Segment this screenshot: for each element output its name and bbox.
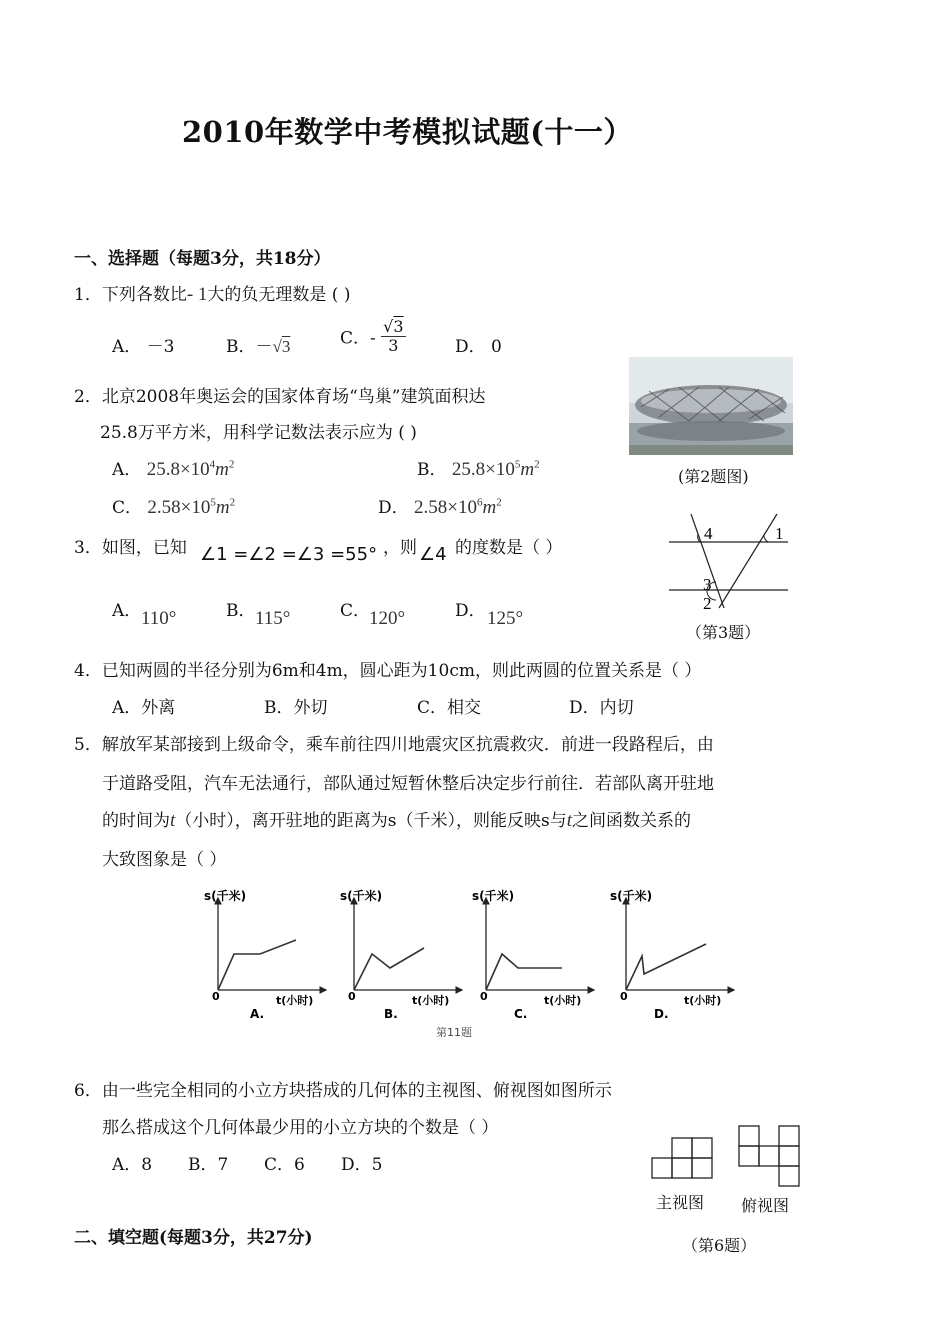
q5-variable-t: t xyxy=(170,810,176,831)
graph-a-origin: 0 xyxy=(212,990,220,1003)
question-2-line2: 25.8万平方米，用科学记数法表示应为 ( ) xyxy=(100,423,417,443)
graph-b-origin: 0 xyxy=(348,990,356,1003)
q2-option-d-value: 2.58×10 xyxy=(414,497,478,518)
graph-d xyxy=(610,888,734,1021)
angle-label-4: 4 xyxy=(704,524,713,543)
q2-option-d-unit-exponent: 2 xyxy=(496,496,502,509)
graph-a-curve xyxy=(218,940,296,990)
q2-option-a-unit: m xyxy=(215,459,229,480)
q4-option-a: A．外离 xyxy=(112,698,176,718)
q3-expression-angle4: ∠4 xyxy=(419,544,447,565)
q6-option-a: A．8 xyxy=(112,1155,153,1175)
q2-option-b-unit-exponent: 2 xyxy=(534,458,540,471)
q3-figure-caption: （第3题） xyxy=(686,623,761,642)
q2-option-a-label: A． xyxy=(112,460,142,480)
q2-option-d xyxy=(378,493,502,519)
angle-label-2: 2 xyxy=(703,594,712,613)
q1-option-b: B．－√3 xyxy=(226,337,291,357)
q2-figure-caption: (第2题图) xyxy=(678,467,749,486)
q2-option-c-value: 2.58×10 xyxy=(147,497,211,518)
graph-b-curve xyxy=(354,948,424,990)
q2-option-c xyxy=(112,493,235,519)
q6-figure-caption: （第6题） xyxy=(682,1236,757,1255)
q4-option-c: C．相交 xyxy=(417,698,482,718)
question-5-line1: 5．解放军某部接到上级命令，乘车前往四川地震灾区抗震救灾．前进一段路程后，由 xyxy=(74,735,714,755)
graph-d-curve xyxy=(626,944,706,990)
q1-option-d: D． 0 xyxy=(455,337,502,357)
q1-option-c: C．- $\frac{√3}{3}$ xyxy=(340,317,404,355)
graph-b xyxy=(340,888,462,1021)
q3-expression: ∠1 =∠2 =∠3 =55° xyxy=(200,544,378,565)
q3-option-a-label: A． xyxy=(112,601,142,621)
q3-text-mid: ，则 xyxy=(383,538,417,558)
q6-option-b: B．7 xyxy=(188,1155,229,1175)
graph-b-xlabel: t(小时) xyxy=(412,994,450,1007)
q5-line3-part-c: 之间函数关系的 xyxy=(572,811,692,831)
graph-c-ylabel: s(千米) xyxy=(472,889,515,903)
angle-label-1: 1 xyxy=(775,524,784,543)
graph-d-origin: 0 xyxy=(620,990,628,1003)
q2-option-b-exponent: 5 xyxy=(514,458,521,471)
q1-option-c-label: C．- xyxy=(340,328,376,349)
question-1 xyxy=(74,280,350,306)
q1-text-post: 大的负无理数是 ( ) xyxy=(207,285,351,305)
page-title: 2010年数学中考模拟试题(十一） xyxy=(182,115,633,149)
front-view-label: 主视图 xyxy=(656,1193,705,1212)
q2-option-a xyxy=(112,455,234,481)
graph-a-ylabel: s(千米) xyxy=(204,889,247,903)
q2-option-a-exponent: 4 xyxy=(209,458,216,471)
question-4: 4．已知两圆的半径分别为6m和4m，圆心距为10cm，则此两圆的位置关系是（ ） xyxy=(74,661,702,681)
q1-option-b-label: B．－ xyxy=(226,337,273,357)
q2-option-c-exponent: 5 xyxy=(210,496,216,509)
graph-d-xlabel: t(小时) xyxy=(684,994,722,1007)
graph-c-curve xyxy=(486,954,562,990)
q3-option-d-value: 125° xyxy=(487,608,524,629)
q5-line3-part-a: 的时间为 xyxy=(102,811,170,831)
graph-a-xlabel: t(小时) xyxy=(276,994,314,1007)
angle-label-3: 3 xyxy=(703,575,712,594)
question-6-line2: 那么搭成这个几何体最少用的小立方块的个数是（ ） xyxy=(102,1118,499,1138)
transversal-right xyxy=(719,514,777,608)
question-5-line4: 大致图象是（ ） xyxy=(102,850,227,870)
question-3 xyxy=(74,533,187,558)
q2-option-c-unit: m xyxy=(215,497,230,518)
q2-option-b-label: B． xyxy=(417,460,447,480)
q3-option-b-value: 115° xyxy=(255,608,291,629)
q1-option-a: A． －3 xyxy=(112,337,175,357)
section-heading-choice: 一、选择题（每题3分，共18分） xyxy=(74,249,331,269)
q2-option-c-unit-exponent: 2 xyxy=(229,496,236,509)
graph-d-letter: D. xyxy=(654,1007,669,1021)
q3-option-d-label: D． xyxy=(455,601,486,621)
question-5-line2: 于道路受阻，汽车无法通行，部队通过短暂休整后决定步行前往．若部队离开驻地 xyxy=(102,774,714,794)
graph-d-ylabel: s(千米) xyxy=(610,889,653,903)
q4-option-d: D．内切 xyxy=(569,698,634,718)
question-2-line1: 2．北京2008年奥运会的国家体育场“鸟巢”建筑面积达 xyxy=(74,387,486,407)
q3-option-a-value: 110° xyxy=(141,608,177,629)
top-view-label: 俯视图 xyxy=(741,1196,790,1215)
q3-option-b-label: B． xyxy=(226,601,256,621)
section-heading-fill-in: 二、填空题(每题3分，共27分) xyxy=(74,1228,313,1248)
q3-option-c-label: C． xyxy=(340,601,371,621)
q2-option-a-value: 25.8×10 xyxy=(146,459,210,480)
q3-text-pre: 3．如图，已知 xyxy=(74,538,187,558)
q6-option-c: C．6 xyxy=(264,1155,305,1175)
graph-b-letter: B. xyxy=(384,1007,398,1021)
q6-option-d: D．5 xyxy=(341,1155,383,1175)
front-view xyxy=(652,1138,712,1178)
q3-text-post: 的度数是（ ） xyxy=(455,538,563,558)
q5-graph-caption: 第11题 xyxy=(436,1026,472,1039)
q3-angle-figure xyxy=(664,510,794,620)
q5-line3-part-b: （小时），离开驻地的距离为s（千米），则能反映s与 xyxy=(175,811,567,831)
q3-option-c-value: 120° xyxy=(369,608,406,629)
q2-option-d-exponent: 6 xyxy=(477,496,483,509)
q2-option-d-unit: m xyxy=(482,497,497,518)
q6-views-figure xyxy=(651,1124,801,1188)
graph-c-letter: C. xyxy=(514,1007,528,1021)
q2-option-c-label: C． xyxy=(112,498,143,518)
question-5-line3 xyxy=(102,806,691,832)
q2-option-b-unit: m xyxy=(520,459,535,480)
graph-c xyxy=(472,888,594,1021)
q1-expression: - 1 xyxy=(186,284,208,305)
graph-a xyxy=(204,888,326,1021)
question-6-line1: 6．由一些完全相同的小立方块搭成的几何体的主视图、俯视图如图所示 xyxy=(74,1081,612,1101)
graph-a-letter: A. xyxy=(250,1007,265,1021)
q5-variable-t-2: t xyxy=(566,810,573,831)
graph-b-ylabel: s(千米) xyxy=(340,889,383,903)
q1-text-pre: 1．下列各数比 xyxy=(74,285,187,305)
stadium-photo xyxy=(629,357,793,455)
top-view xyxy=(739,1126,799,1186)
q2-option-b-value: 25.8×10 xyxy=(451,459,515,480)
graph-c-xlabel: t(小时) xyxy=(544,994,582,1007)
q1-option-c-numerator: 3 xyxy=(393,317,404,336)
graph-c-origin: 0 xyxy=(480,990,488,1003)
q2-option-a-unit-exponent: 2 xyxy=(228,458,235,471)
q1-option-c-denominator: 3 xyxy=(388,335,399,355)
q4-option-b: B．外切 xyxy=(264,698,328,718)
q2-option-b xyxy=(417,455,540,481)
q1-option-b-radicand: 3 xyxy=(281,337,291,356)
q5-graphs xyxy=(196,884,736,1039)
q2-option-d-label: D． xyxy=(378,498,409,518)
